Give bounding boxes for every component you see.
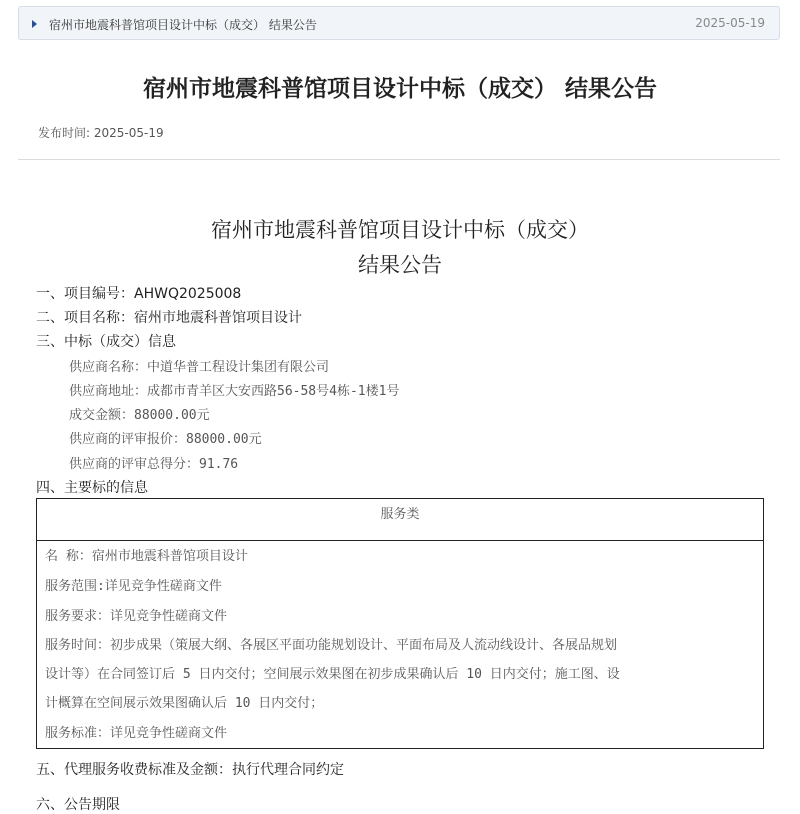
table-row-standard: 服务标准：详见竞争性磋商文件	[45, 726, 228, 741]
table-row-name: 名 称：宿州市地震科普馆项目设计	[45, 549, 248, 564]
section-project-name: 二、项目名称：宿州市地震科普馆项目设计	[36, 310, 302, 326]
table-row-scope: 服务范围:详见竞争性磋商文件	[45, 579, 222, 594]
breadcrumb-date: 2025-05-19	[695, 16, 765, 30]
table-row-time-line3: 计概算在空间展示效果图确认后 10 日内交付；	[45, 696, 324, 711]
review-score: 供应商的评审总得分：91.76	[69, 457, 239, 472]
table-header: 服务类	[37, 499, 763, 541]
table-row-time-line2: 设计等）在合同签订后 5 日内交付；空间展示效果图在初步成果确认后 10 日内交付；施工图、设	[45, 667, 620, 682]
supplier-name: 供应商名称：中道华普工程设计集团有限公司	[69, 360, 330, 375]
doc-title-line2: 结果公告	[358, 253, 442, 277]
supplier-address: 供应商地址：成都市青羊区大安西路56-58号4栋-1楼1号	[69, 384, 400, 399]
table-row-requirement: 服务要求：详见竞争性磋商文件	[45, 609, 228, 624]
section-agency-fee: 五、代理服务收费标准及金额：执行代理合同约定	[36, 762, 344, 778]
triangle-right-icon	[32, 20, 37, 28]
publish-label: 发布时间:	[38, 126, 94, 140]
page-title: 宿州市地震科普馆项目设计中标（成交） 结果公告	[142, 76, 657, 102]
table-row-time-line1: 服务时间：初步成果（策展大纲、各展区平面功能规划设计、平面布局及人流动线设计、各展品规划	[45, 638, 618, 653]
publish-time	[38, 124, 164, 141]
section-main-subject: 四、主要标的信息	[36, 480, 148, 496]
subject-table	[36, 498, 764, 749]
divider	[18, 159, 780, 160]
doc-title-line1: 宿州市地震科普馆项目设计中标（成交）	[211, 218, 589, 242]
review-price: 供应商的评审报价：88000.00元	[69, 432, 262, 447]
section-award-info: 三、中标（成交）信息	[36, 334, 176, 350]
publish-date: 2025-05-19	[93, 126, 164, 140]
breadcrumb-title-link[interactable]: 宿州市地震科普馆项目设计中标（成交） 结果公告	[49, 18, 317, 32]
section-notice-period: 六、公告期限	[36, 797, 120, 813]
breadcrumb	[18, 6, 780, 40]
section-project-number: 一、项目编号：AHWQ2025008	[36, 286, 242, 302]
deal-amount: 成交金额：88000.00元	[69, 408, 210, 423]
